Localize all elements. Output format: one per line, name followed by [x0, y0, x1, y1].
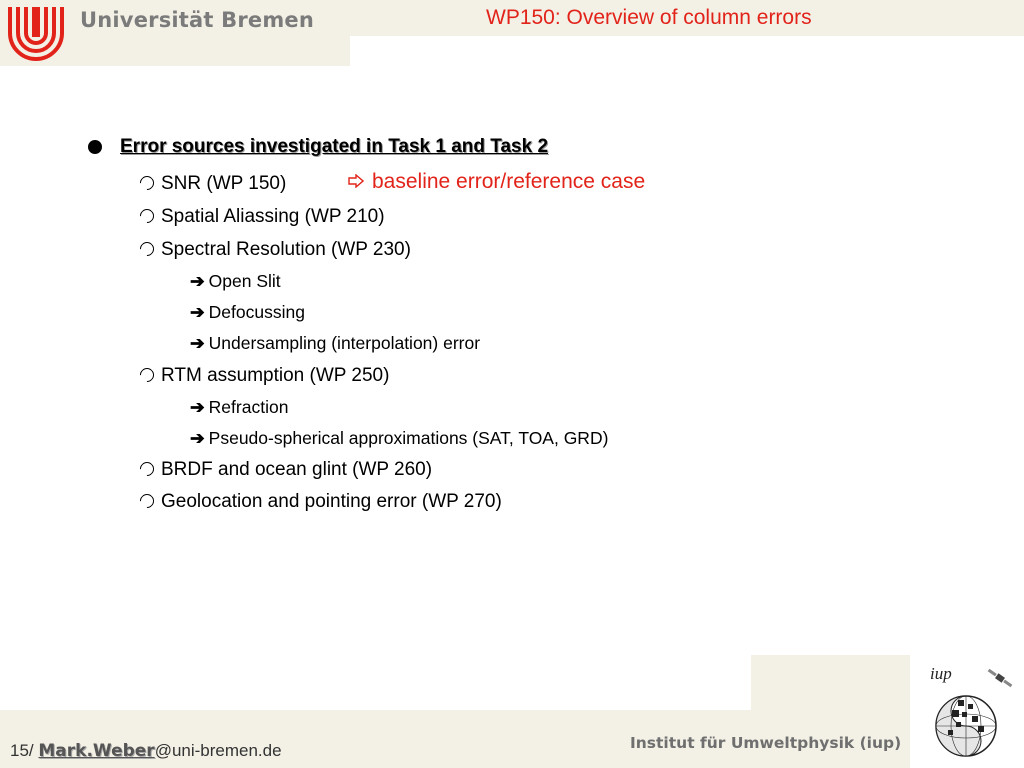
university-seal-icon	[4, 3, 68, 63]
list-subitem	[190, 428, 608, 449]
open-circle-bullet-icon	[137, 206, 157, 226]
list-item-geolocation	[140, 491, 502, 513]
list-item-spectral	[140, 239, 411, 261]
arrow-right-icon: ➔	[190, 302, 205, 322]
email-domain: @uni-bremen.de	[154, 741, 282, 760]
open-circle-bullet-icon	[137, 239, 157, 259]
spatial-label: Spatial Aliassing (WP 210)	[161, 206, 385, 227]
page-number: 15	[10, 741, 29, 760]
list-item-brdf	[140, 459, 432, 481]
institute-name: Institut für Umweltphysik (iup)	[630, 734, 902, 752]
list-item-spatial	[140, 206, 385, 228]
snr-note-text: baseline error/reference case	[372, 170, 646, 193]
snr-label: SNR (WP 150)	[161, 173, 287, 194]
subitem-label: Refraction	[208, 397, 289, 417]
slide-title: WP150: Overview of column errors	[486, 6, 812, 29]
hollow-arrow-right-icon	[348, 174, 364, 188]
spectral-label: Spectral Resolution (WP 230)	[161, 239, 411, 260]
section-heading: Error sources investigated in Task 1 and Task 2	[120, 136, 549, 157]
bullet-dot-icon	[88, 140, 102, 154]
open-circle-bullet-icon	[137, 173, 157, 193]
iup-logo-text: iup	[930, 664, 952, 683]
footer-band-top	[751, 655, 910, 710]
geolocation-label: Geolocation and pointing error (WP 270)	[161, 491, 502, 512]
list-item-rtm	[140, 365, 389, 387]
list-subitem	[190, 271, 281, 292]
open-circle-bullet-icon	[137, 459, 157, 479]
rtm-label: RTM assumption (WP 250)	[161, 365, 390, 386]
subitem-label: Open Slit	[208, 271, 281, 291]
open-circle-bullet-icon	[137, 365, 157, 385]
arrow-right-icon: ➔	[190, 397, 205, 417]
list-subitem	[190, 302, 305, 323]
university-name: Universität Bremen	[80, 8, 315, 32]
list-item-snr	[140, 173, 286, 195]
snr-note	[348, 170, 645, 194]
arrow-right-icon: ➔	[190, 428, 205, 448]
author-name: Mark.Weber	[38, 741, 155, 761]
list-subitem	[190, 333, 480, 354]
brdf-label: BRDF and ocean glint (WP 260)	[161, 459, 433, 480]
separator: /	[28, 741, 34, 760]
list-subitem	[190, 397, 288, 418]
subitem-label: Pseudo-spherical approximations (SAT, TOA, GRD)	[208, 428, 609, 448]
footer-page-info	[10, 741, 282, 761]
open-circle-bullet-icon	[137, 491, 157, 511]
arrow-right-icon: ➔	[190, 333, 205, 353]
subitem-label: Defocussing	[208, 302, 305, 322]
subitem-label: Undersampling (interpolation) error	[208, 333, 481, 353]
arrow-right-icon: ➔	[190, 271, 205, 291]
